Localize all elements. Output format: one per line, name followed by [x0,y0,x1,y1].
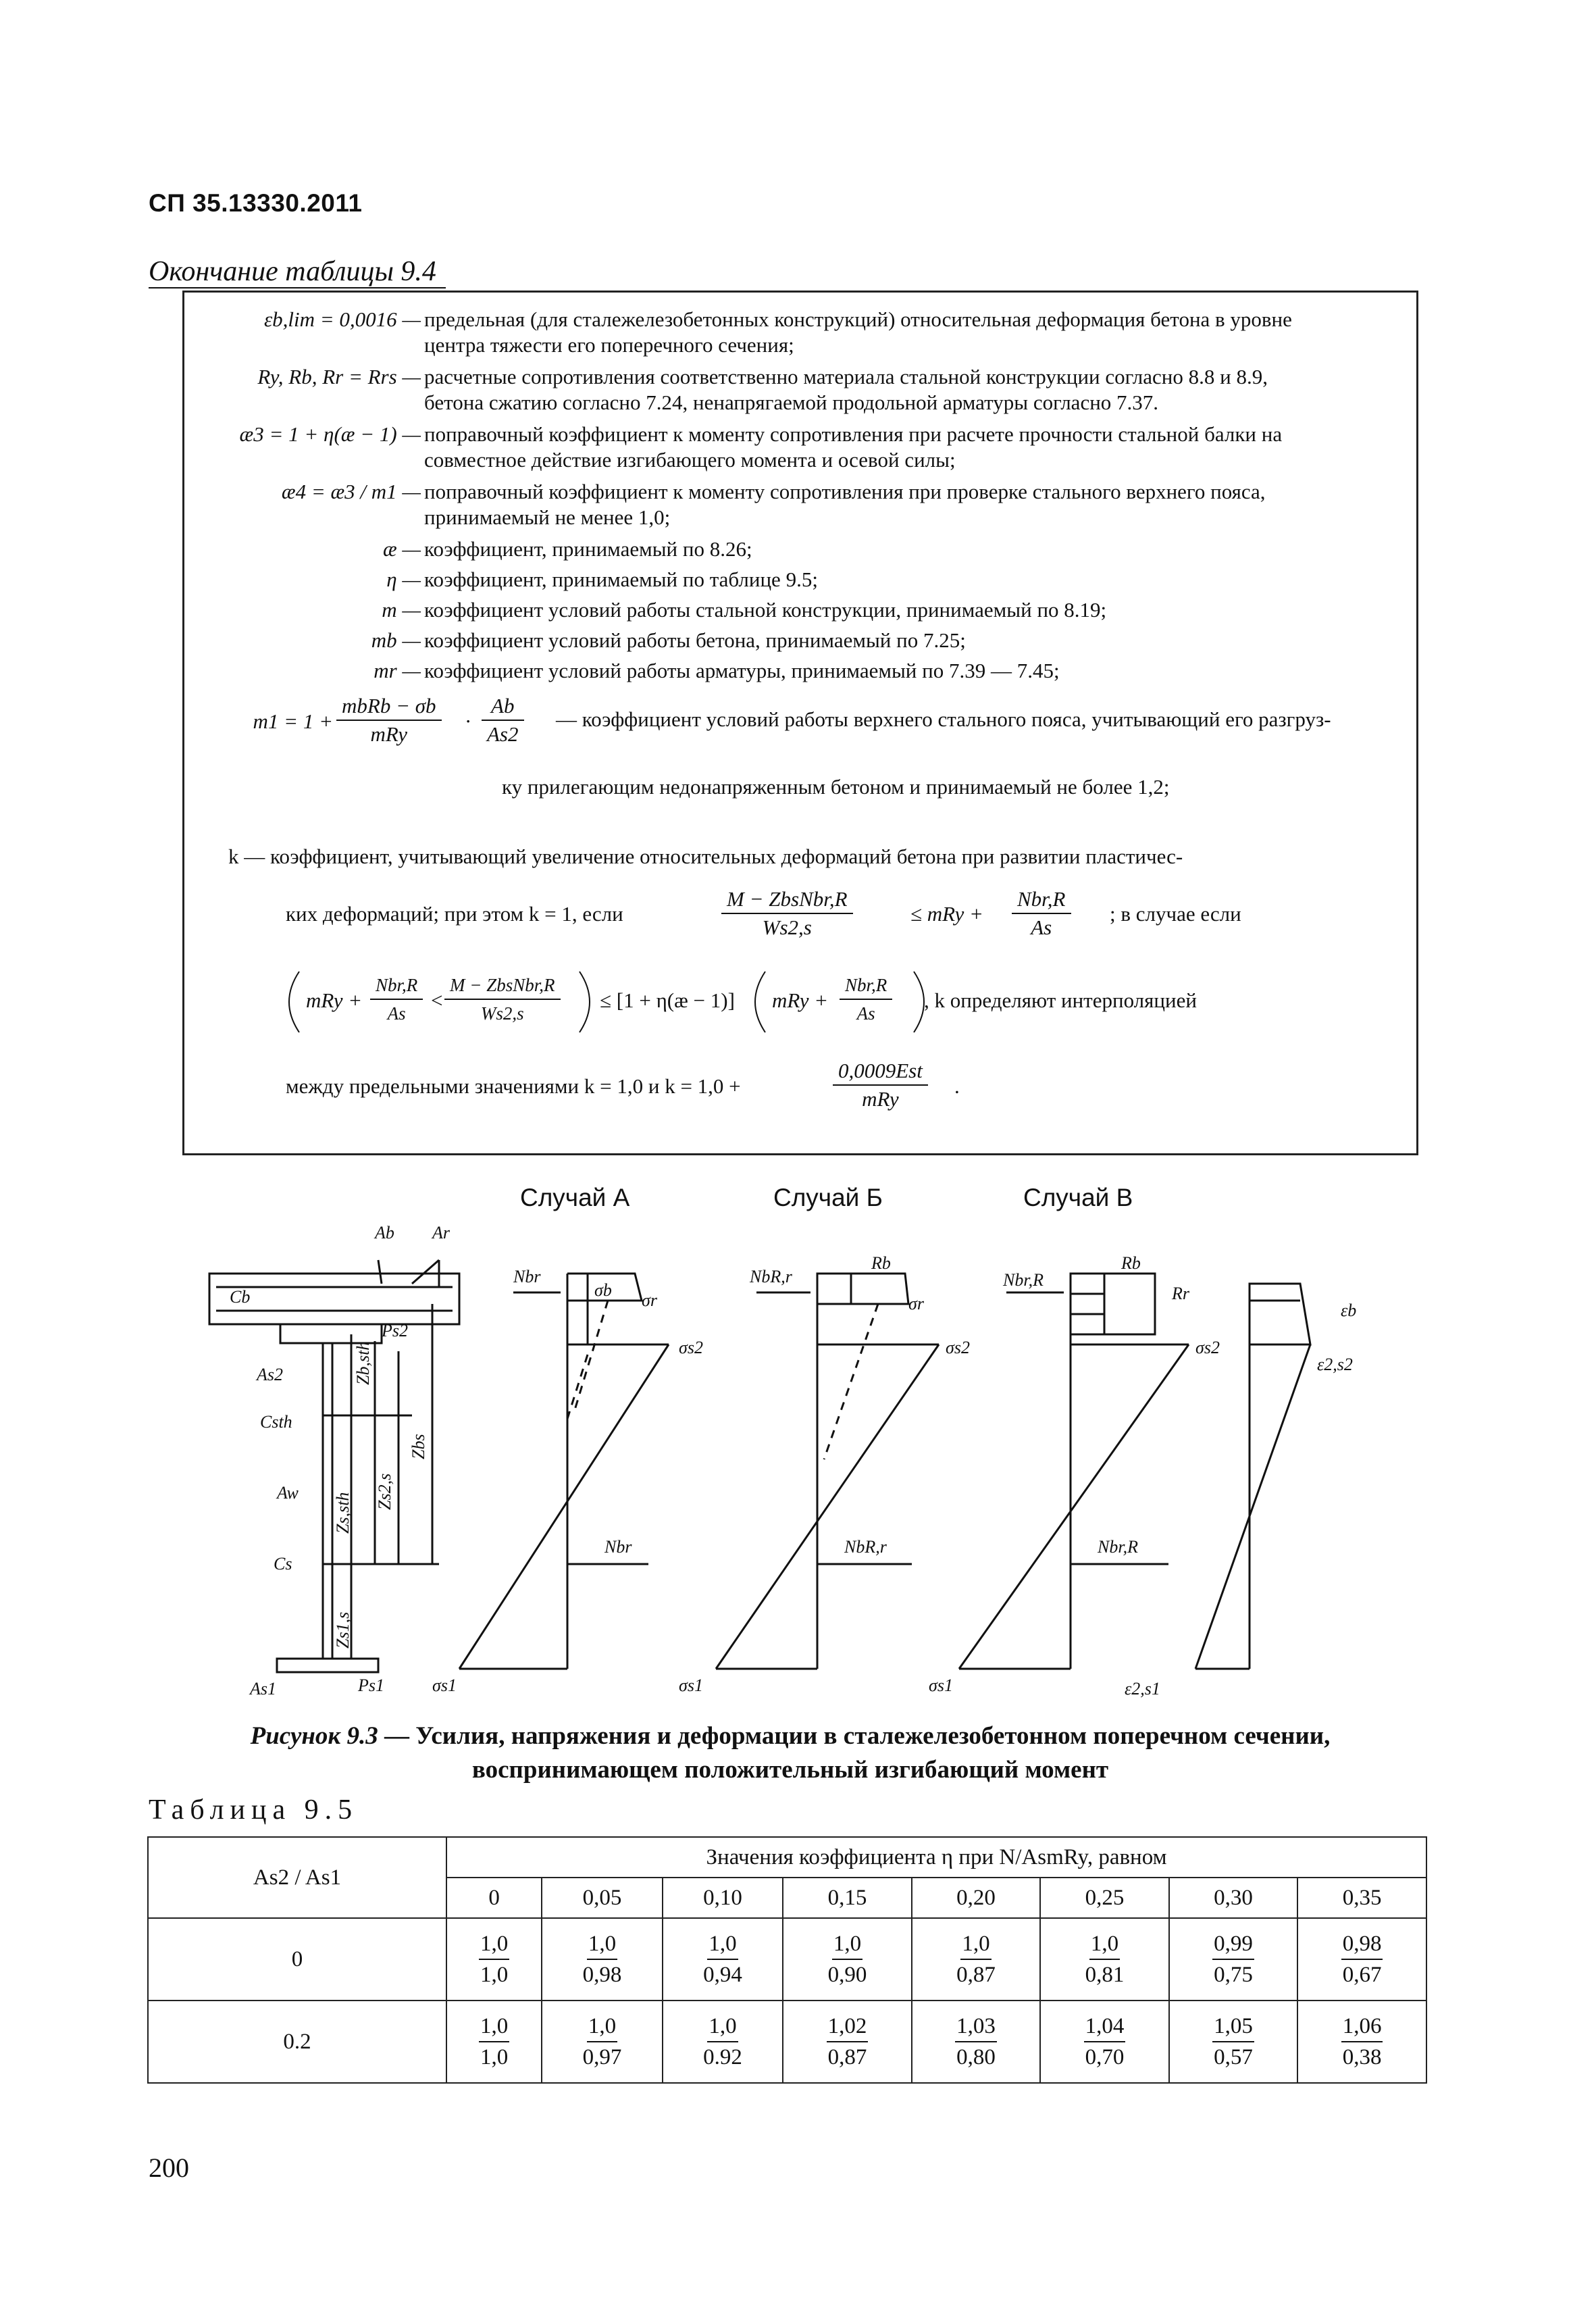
cell-upper-value: 1,04 [1084,2011,1126,2042]
case-a-label: Случай А [520,1184,630,1211]
cell-lower-value: 0,70 [1085,2045,1125,2069]
table-cell [783,1918,912,2001]
k-line-1: k — коэффициент, учитывающий увеличение относительных деформаций бетона при развитии пластичес- [228,845,1183,868]
definition-symbol: æ4 = æ3 / m1 — [281,480,421,503]
label-aw: Aw [277,1483,299,1503]
cell-lower-value: 1,0 [480,2045,509,2069]
definition-symbol: m — [382,598,421,622]
column-header: 0,05 [542,1878,663,1918]
cell-upper-value: 0,98 [1341,1929,1383,1960]
cell-upper-value: 1,0 [707,2011,738,2042]
c-nbr-bottom: Nbr,R [1098,1537,1138,1557]
definition-text: коэффициент условий работы арматуры, принимаемый по 7.39 — 7.45; [424,659,1060,682]
ineq-right-a: mRy + [772,988,829,1012]
c-sigma-s1: σs1 [929,1676,953,1695]
definition-symbol: æ3 = 1 + η(æ − 1) — [239,422,421,446]
d-eps-s1: ε2,s1 [1125,1679,1160,1699]
c-rb: Rb [1121,1253,1141,1273]
table-cell [1169,2001,1298,2083]
label-zbsth: Zb,sth [353,1341,373,1385]
row-label: 0.2 [148,2001,446,2083]
row-header: As2 / As1 [148,1837,446,1918]
c-rr: Rr [1172,1284,1189,1303]
column-header: 0,30 [1169,1878,1298,1918]
cell-upper-value: 1,0 [479,1929,509,1960]
cell-upper-value: 1,02 [827,2011,869,2042]
a-sigma-r: σr [642,1290,657,1310]
definition-symbol: Ry, Rb, Rr = Rrs — [257,365,421,388]
cell-upper-value: 1,0 [479,2011,509,2042]
label-zs1s: Zs1,s [333,1611,353,1649]
cell-upper-value: 1,0 [1089,1929,1120,1960]
column-header: 0 [446,1878,542,1918]
definition-symbol: æ — [383,537,421,561]
label-zssth: Zs,sth [333,1492,353,1534]
ineq-fraction-1: Nbr,R As [370,972,423,1027]
table-cell [446,2001,542,2083]
cell-lower-value: 0,90 [827,1963,867,1987]
cell-lower-value: 0,57 [1214,2045,1253,2069]
cell-upper-value: 1,0 [587,2011,617,2042]
definition-symbol: εb,lim = 0,0016 — [263,307,421,331]
table-cell [542,2001,663,2083]
label-csth: Csth [260,1412,292,1432]
m1-lhs: m1 = 1 + [253,709,333,733]
c-sigma-s2: σs2 [1195,1338,1220,1357]
table-cell [542,1918,663,2001]
cell-lower-value: 0,97 [582,2045,622,2069]
cell-lower-value: 0,80 [956,2045,996,2069]
b-sigma-s1: σs1 [679,1676,703,1695]
label-ps1: Ps1 [358,1676,384,1695]
table-cell [1040,1918,1169,2001]
label-zbs: Zbs [409,1434,428,1459]
column-header: 0,20 [912,1878,1041,1918]
cell-upper-value: 1,05 [1212,2011,1254,2042]
cell-lower-value: 0,75 [1214,1963,1253,1987]
ineq-fraction-3: Nbr,R As [840,972,892,1027]
definition-text: коэффициент условий работы бетона, принимаемый по 7.25; [424,628,966,652]
ineq-mid: ≤ [1 + η(æ − 1)] [600,988,735,1012]
case-c-label: Случай В [1023,1184,1133,1211]
k-fraction-2: Nbr,R As [1012,886,1071,941]
k-fraction-4: 0,0009Est mRy [833,1057,928,1113]
m1-fraction-1: mbRb − σb mRy [336,693,442,748]
table-row [148,1918,1426,2001]
k-line-2-post: ; в случае если [1110,902,1241,926]
bottom-flange-shape [277,1659,378,1672]
page-number: 200 [149,2153,189,2183]
table-cell [446,1918,542,2001]
label-ar: Ar [432,1223,450,1242]
definition-symbol: mb — [371,628,421,652]
table-row [148,2001,1426,2083]
cell-lower-value: 1,0 [480,1963,509,1987]
cell-upper-value: 1,06 [1341,2011,1383,2042]
table-cell [912,1918,1041,2001]
definition-text: принимаемый не менее 1,0; [424,505,671,529]
cell-lower-value: 0,87 [956,1963,996,1987]
label-as1: As1 [250,1679,276,1699]
table-cell [1169,1918,1298,2001]
table-cell [1040,2001,1169,2083]
column-header: 0,35 [1297,1878,1426,1918]
document-code: СП 35.13330.2011 [149,189,363,217]
table-cell [783,2001,912,2083]
column-header: 0,15 [783,1878,912,1918]
table-cell [912,2001,1041,2083]
m1-dot: · [465,709,472,733]
label-cs: Cs [274,1554,292,1574]
cell-upper-value: 1,0 [587,1929,617,1960]
a-nbr-bottom: Nbr [604,1537,632,1557]
table-cell [1297,1918,1426,2001]
definition-text: бетона сжатию согласно 7.24, ненапрягаемой продольной арматуры согласно 7.37. [424,391,1159,414]
k-line-2-mid: ≤ mRy + [910,902,983,926]
cell-upper-value: 0,99 [1212,1929,1254,1960]
cell-lower-value: 0,94 [703,1963,742,1987]
top-flange-shape [280,1324,382,1343]
b-nbr-top: NbR,r [750,1267,792,1286]
definition-text: центра тяжести его поперечного сечения; [424,333,794,357]
k-line-2-pre: ких деформаций; при этом k = 1, если [286,902,623,926]
label-ps2: Ps2 [382,1321,408,1340]
b-nbr-bottom: NbR,r [844,1537,887,1557]
cell-lower-value: 0.92 [703,2045,742,2069]
definition-text: совместное действие изгибающего момента и осевой силы; [424,448,956,472]
cell-lower-value: 0,81 [1085,1963,1125,1987]
cell-lower-value: 0,67 [1342,1963,1382,1987]
definition-symbol: η — [386,568,421,591]
a-sigma-b: σb [594,1280,612,1300]
label-as2: As2 [257,1365,283,1384]
definition-symbol: mr — [374,659,421,682]
label-ab: Ab [375,1223,394,1242]
table-body [148,1918,1426,2083]
row-label: 0 [148,1918,446,2001]
label-zs2s: Zs2,s [375,1473,394,1510]
k-line-4-post: . [954,1074,960,1098]
cell-upper-value: 1,03 [955,2011,997,2042]
a-sigma-s2: σs2 [679,1338,703,1357]
k-line-4-pre: между предельными значениями k = 1,0 и k = 1,0 + [286,1074,741,1098]
cell-lower-value: 0,87 [827,2045,867,2069]
label-cb: Cb [230,1287,251,1307]
c-nbr-top: Nbr,R [1003,1270,1044,1290]
b-rb: Rb [871,1253,891,1273]
a-nbr-top: Nbr [513,1267,541,1286]
m1-fraction-2: $\frac{Ab}{As2}$ [482,693,524,748]
ineq-lt: < [431,988,443,1012]
column-header: 0,10 [663,1878,783,1918]
definition-text: расчетные сопротивления соответственно материала стальной конструкции согласно 8.8 и 8.9, [424,365,1268,388]
table-title: Таблица 9.5 [149,1794,359,1826]
m1-description-1: — коэффициент условий работы верхнего стального пояса, учитывающий его разгруз- [556,707,1331,731]
d-eps-b: εb [1341,1301,1357,1320]
m1-description-2: ку прилегающим недонапряженным бетоном и принимаемый не более 1,2; [502,775,1170,799]
case-b-label: Случай Б [773,1184,883,1211]
ineq-post: , k определяют интерполяцией [924,988,1197,1012]
cell-lower-value: 0,38 [1342,2045,1382,2069]
k-fraction-1: M − ZbsNbr,R Ws2,s [721,886,853,941]
ineq-left-a: mRy + [306,988,363,1012]
table-cell [1297,2001,1426,2083]
definition-text: коэффициент, принимаемый по 8.26; [424,537,752,561]
definition-text: поправочный коэффициент к моменту сопротивления при проверке стального верхнего пояса, [424,480,1266,503]
continuation-title: Окончание таблицы 9.4 [149,256,436,287]
definition-text: предельная (для сталежелезобетонных конструкций) относительная деформация бетона в уровне [424,307,1292,331]
definition-text: поправочный коэффициент к моменту сопротивления при расчете прочности стальной балки на [424,422,1283,446]
definition-text: коэффициент условий работы стальной конструкции, принимаемый по 8.19; [424,598,1107,622]
definition-text: коэффициент, принимаемый по таблице 9.5; [424,568,818,591]
table-cell [663,1918,783,2001]
d-eps-s2: ε2,s2 [1317,1355,1353,1374]
table-9-5 [147,1836,1427,2084]
b-sigma-r: σr [908,1294,924,1313]
cell-upper-value: 1,0 [960,1929,991,1960]
a-sigma-s1: σs1 [432,1676,457,1695]
ineq-fraction-2: M − ZbsNbr,R Ws2,s [444,972,561,1027]
table-cell [663,2001,783,2083]
group-header: Значения коэффициента η при N/AsmRy, равном [446,1837,1426,1878]
cell-upper-value: 1,0 [707,1929,738,1960]
column-header: 0,25 [1040,1878,1169,1918]
cell-upper-value: 1,0 [832,1929,863,1960]
b-sigma-s2: σs2 [946,1338,970,1357]
cell-lower-value: 0,98 [582,1963,622,1987]
figure-caption: Рисунок 9.3 — Усилия, напряжения и деформации в сталежелезобетонном поперечном сечении, воспринимающем положительный изгибающий момент [250,1722,1331,1784]
